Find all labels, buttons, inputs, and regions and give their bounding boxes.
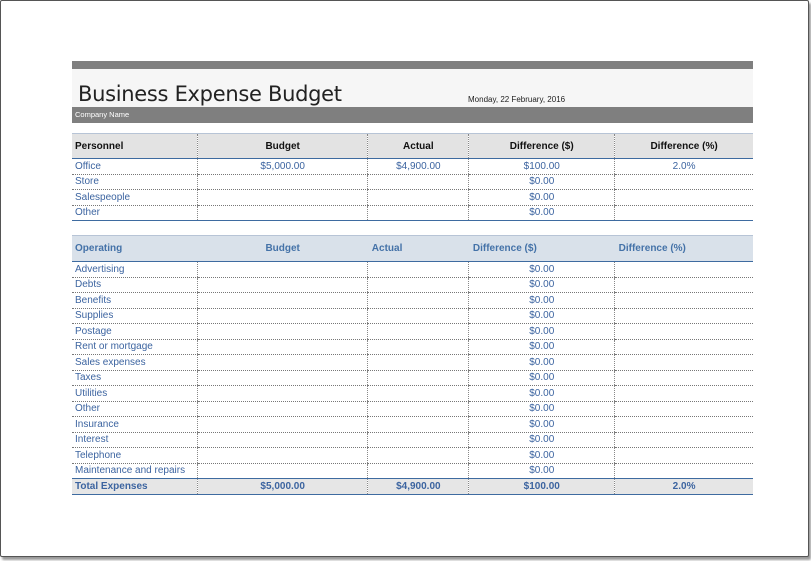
company-name-bar[interactable]: Company Name (72, 107, 753, 123)
table-cell[interactable]: $0.00 (469, 205, 615, 221)
column-header[interactable]: Actual (368, 134, 469, 159)
table-cell[interactable] (368, 205, 469, 221)
table-cell[interactable] (198, 432, 368, 448)
table-cell[interactable] (198, 293, 368, 309)
table-cell[interactable] (615, 324, 753, 340)
table-cell[interactable]: Rent or mortgage (72, 339, 198, 355)
table-cell[interactable] (198, 386, 368, 402)
table-row (72, 339, 753, 355)
table-cell[interactable] (198, 463, 368, 479)
table-cell[interactable]: Maintenance and repairs (72, 463, 198, 479)
table-cell[interactable]: Other (72, 205, 198, 221)
table-row (72, 370, 753, 386)
table-cell[interactable] (368, 401, 469, 417)
table-cell[interactable] (368, 417, 469, 433)
table-cell[interactable]: $0.00 (469, 386, 615, 402)
table-cell[interactable] (368, 370, 469, 386)
table-cell[interactable]: $0.00 (469, 448, 615, 464)
total-cell[interactable]: $100.00 (469, 479, 615, 495)
table-cell[interactable] (615, 417, 753, 433)
table-cell[interactable]: Office (72, 159, 198, 175)
operating-header-row (72, 236, 753, 262)
table-cell[interactable]: $100.00 (469, 159, 615, 175)
table-cell[interactable] (368, 324, 469, 340)
table-cell[interactable] (615, 432, 753, 448)
table-cell[interactable] (368, 174, 469, 190)
table-cell[interactable] (615, 190, 753, 206)
page-title: Business Expense Budget (78, 82, 342, 106)
table-cell[interactable] (368, 293, 469, 309)
table-cell[interactable] (615, 262, 753, 278)
table-cell[interactable]: $0.00 (469, 293, 615, 309)
table-cell[interactable] (198, 205, 368, 221)
table-cell[interactable] (615, 355, 753, 371)
table-cell[interactable]: Utilities (72, 386, 198, 402)
table-row (72, 401, 753, 417)
column-header[interactable]: Difference ($) (469, 134, 615, 159)
table-cell[interactable] (615, 386, 753, 402)
table-cell[interactable] (198, 308, 368, 324)
table-cell[interactable] (615, 339, 753, 355)
table-cell[interactable]: $0.00 (469, 324, 615, 340)
table-cell[interactable]: 2.0% (615, 159, 753, 175)
table-cell[interactable] (368, 432, 469, 448)
table-cell[interactable]: Insurance (72, 417, 198, 433)
table-cell[interactable] (368, 262, 469, 278)
column-header[interactable]: Difference (%) (615, 236, 753, 262)
table-row (72, 386, 753, 402)
table-cell[interactable]: $0.00 (469, 355, 615, 371)
table-cell[interactable] (368, 463, 469, 479)
table-cell[interactable] (198, 417, 368, 433)
table-cell[interactable] (368, 339, 469, 355)
table-row (72, 308, 753, 324)
table-cell[interactable]: Advertising (72, 262, 198, 278)
table-cell[interactable]: Store (72, 174, 198, 190)
table-cell[interactable] (615, 293, 753, 309)
table-row (72, 448, 753, 464)
table-cell[interactable] (615, 401, 753, 417)
table-cell[interactable] (198, 339, 368, 355)
table-cell[interactable] (198, 277, 368, 293)
title-row (72, 69, 753, 107)
table-cell[interactable] (615, 277, 753, 293)
table-cell[interactable]: $0.00 (469, 190, 615, 206)
table-row (72, 463, 753, 479)
operating-table (72, 235, 753, 495)
table-cell[interactable] (615, 370, 753, 386)
table-cell[interactable]: $0.00 (469, 417, 615, 433)
table-cell[interactable] (198, 370, 368, 386)
personnel-table (72, 133, 753, 221)
budget-content (72, 61, 753, 495)
table-cell[interactable]: $5,000.00 (198, 159, 368, 175)
table-cell[interactable]: $0.00 (469, 174, 615, 190)
table-cell[interactable]: $0.00 (469, 401, 615, 417)
total-cell[interactable]: 2.0% (615, 479, 753, 495)
table-cell[interactable] (368, 386, 469, 402)
column-header[interactable]: Difference (%) (615, 134, 753, 159)
table-cell[interactable] (368, 277, 469, 293)
table-cell[interactable] (368, 308, 469, 324)
table-cell[interactable]: Telephone (72, 448, 198, 464)
total-cell[interactable]: $5,000.00 (198, 479, 368, 495)
table-cell[interactable] (198, 355, 368, 371)
personnel-header-row (72, 134, 753, 159)
table-cell[interactable] (615, 463, 753, 479)
table-cell[interactable]: $0.00 (469, 463, 615, 479)
table-cell[interactable] (198, 401, 368, 417)
table-cell[interactable]: $0.00 (469, 432, 615, 448)
table-cell[interactable] (198, 190, 368, 206)
table-cell[interactable] (615, 448, 753, 464)
table-cell[interactable] (198, 324, 368, 340)
table-cell[interactable]: Sales expenses (72, 355, 198, 371)
table-cell[interactable] (198, 262, 368, 278)
column-header[interactable]: Budget (198, 236, 368, 262)
table-cell[interactable] (368, 448, 469, 464)
total-expenses-row (72, 479, 753, 495)
table-cell[interactable]: Postage (72, 324, 198, 340)
column-header[interactable]: Operating (72, 236, 198, 262)
table-cell[interactable]: $0.00 (469, 262, 615, 278)
date-label: Monday, 22 February, 2016 (468, 95, 566, 104)
table-cell[interactable] (615, 205, 753, 221)
table-cell[interactable]: $0.00 (469, 370, 615, 386)
table-row (72, 355, 753, 371)
personnel-rows (72, 159, 753, 221)
table-row (72, 190, 753, 206)
column-header[interactable]: Difference ($) (469, 236, 615, 262)
table-row (72, 262, 753, 278)
table-cell[interactable]: Benefits (72, 293, 198, 309)
table-cell[interactable]: Taxes (72, 370, 198, 386)
table-row (72, 417, 753, 433)
table-cell[interactable]: $0.00 (469, 277, 615, 293)
table-row (72, 159, 753, 175)
total-cell[interactable]: Total Expenses (72, 479, 198, 495)
table-cell[interactable]: $0.00 (469, 339, 615, 355)
table-cell[interactable]: Debts (72, 277, 198, 293)
table-row (72, 324, 753, 340)
table-cell[interactable]: Interest (72, 432, 198, 448)
table-cell[interactable] (368, 190, 469, 206)
table-row (72, 293, 753, 309)
table-cell[interactable] (368, 355, 469, 371)
table-cell[interactable]: Other (72, 401, 198, 417)
column-header[interactable]: Actual (368, 236, 469, 262)
table-cell[interactable]: $0.00 (469, 308, 615, 324)
table-cell[interactable]: Salespeople (72, 190, 198, 206)
table-cell[interactable] (615, 308, 753, 324)
table-cell[interactable]: Supplies (72, 308, 198, 324)
table-cell[interactable] (615, 174, 753, 190)
operating-rows (72, 262, 753, 495)
column-header[interactable]: Personnel (72, 134, 198, 159)
column-header[interactable]: Budget (198, 134, 368, 159)
table-row (72, 174, 753, 190)
table-cell[interactable]: $4,900.00 (368, 159, 469, 175)
total-cell[interactable]: $4,900.00 (368, 479, 469, 495)
top-bar (72, 61, 753, 69)
table-row (72, 205, 753, 221)
table-row (72, 432, 753, 448)
table-row (72, 277, 753, 293)
table-cell[interactable] (198, 448, 368, 464)
table-cell[interactable] (198, 174, 368, 190)
